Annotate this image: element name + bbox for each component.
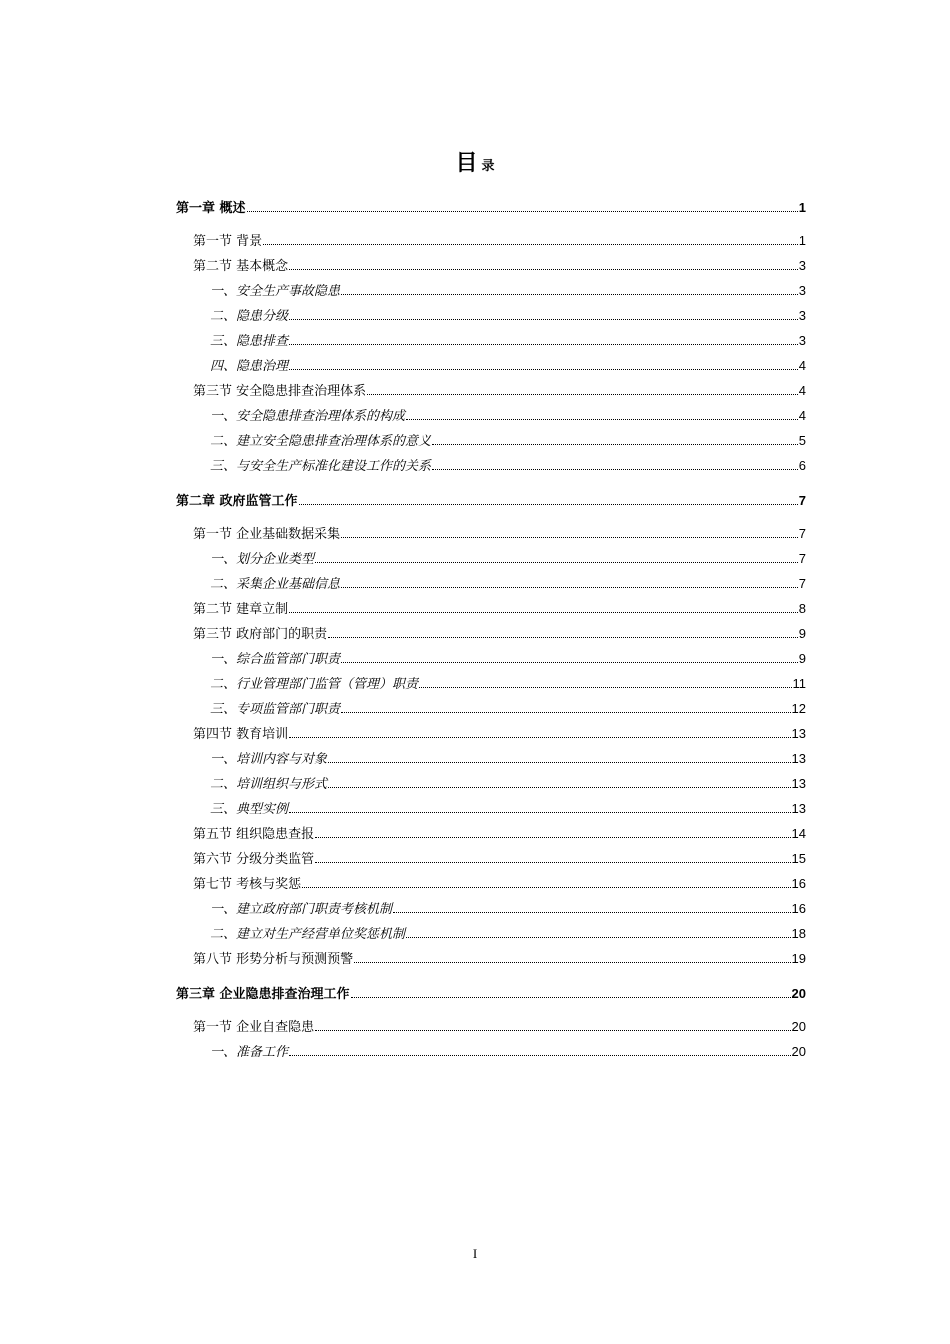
toc-entry-text: 第四节 教育培训: [193, 727, 289, 742]
toc-entry-page: 4: [798, 408, 806, 423]
toc-entry-page: 16: [791, 901, 806, 916]
toc-entry-text: 第一节 企业基础数据采集: [193, 527, 341, 542]
toc-entry-text: 一、准备工作: [210, 1045, 289, 1060]
toc-dot-leader: [341, 650, 798, 663]
toc-entry-text: 一、综合监管部门职责: [210, 652, 341, 667]
toc-entry[interactable]: [193, 725, 806, 743]
toc-entry[interactable]: [176, 492, 806, 510]
toc-entry-text: 第六节 分级分类监管: [193, 852, 315, 867]
toc-dot-leader: [289, 600, 798, 613]
toc-entry-page: 6: [798, 458, 806, 473]
toc-entry-page: 3: [798, 308, 806, 323]
toc-title-sub: 录: [481, 159, 495, 174]
toc-dot-leader: [299, 492, 798, 505]
toc-entry[interactable]: [193, 600, 806, 618]
toc-dot-leader: [419, 675, 791, 688]
toc-entry-text: 第七节 考核与奖惩: [193, 877, 302, 892]
toc-entry-text: 二、建立安全隐患排查治理体系的意义: [210, 434, 432, 449]
toc-dot-leader: [341, 525, 798, 538]
toc-entry-text: 三、专项监管部门职责: [210, 702, 341, 717]
toc-entry-page: 7: [798, 493, 806, 508]
toc-entry-text: 二、采集企业基础信息: [210, 577, 341, 592]
toc-entry[interactable]: [193, 525, 806, 543]
toc-dot-leader: [289, 332, 798, 345]
toc-dot-leader: [328, 775, 791, 788]
toc-entry-text: 第二章 政府监管工作: [176, 494, 298, 509]
toc-entry-text: 第八节 形势分析与预测预警: [193, 952, 354, 967]
toc-entry[interactable]: [210, 357, 806, 375]
toc-dot-leader: [341, 700, 791, 713]
toc-dot-leader: [263, 232, 798, 245]
footer-page-number: I: [472, 1246, 478, 1261]
toc-entry[interactable]: [210, 900, 806, 918]
toc-entry[interactable]: [193, 625, 806, 643]
toc-dot-leader: [341, 282, 798, 295]
toc-entry-page: 1: [798, 200, 806, 215]
toc-entry[interactable]: [210, 332, 806, 350]
toc-entry-page: 4: [798, 358, 806, 373]
toc-entry[interactable]: [210, 750, 806, 768]
toc-entry-text: 第三章 企业隐患排查治理工作: [176, 987, 350, 1002]
toc-entry-text: 第三节 政府部门的职责: [193, 627, 328, 642]
toc-entry-text: 第三节 安全隐患排查治理体系: [193, 384, 367, 399]
toc-entry-text: 四、隐患治理: [210, 359, 289, 374]
toc-dot-leader: [315, 825, 790, 838]
toc-dot-leader: [289, 725, 790, 738]
toc-entry-page: 13: [791, 726, 806, 741]
toc-entry-text: 三、与安全生产标准化建设工作的关系: [210, 459, 432, 474]
toc-entry-page: 15: [791, 851, 806, 866]
toc-entry[interactable]: [210, 800, 806, 818]
toc-entry[interactable]: [210, 925, 806, 943]
toc-entry[interactable]: [176, 985, 806, 1003]
toc-entry-text: 一、安全隐患排查治理体系的构成: [210, 409, 406, 424]
toc-entry[interactable]: [193, 875, 806, 893]
toc-entry-text: 一、建立政府部门职责考核机制: [210, 902, 393, 917]
toc-entry[interactable]: [193, 232, 806, 250]
toc-entry[interactable]: [193, 1018, 806, 1036]
toc-entry-page: 8: [798, 601, 806, 616]
toc-entry-page: 16: [791, 876, 806, 891]
toc-entry-page: 11: [792, 676, 806, 691]
toc-entry-text: 第五节 组织隐患查报: [193, 827, 315, 842]
toc-entry[interactable]: [210, 550, 806, 568]
toc-dot-leader: [406, 407, 798, 420]
toc-entry[interactable]: [210, 675, 806, 693]
toc-entry[interactable]: [210, 432, 806, 450]
toc-entry-page: 5: [798, 433, 806, 448]
toc-entry-page: 19: [791, 951, 806, 966]
toc-entry[interactable]: [210, 307, 806, 325]
toc-entry-text: 第二节 建章立制: [193, 602, 289, 617]
toc-dot-leader: [354, 950, 790, 963]
toc-dot-leader: [302, 875, 790, 888]
toc-dot-leader: [367, 382, 798, 395]
toc-dot-leader: [432, 432, 798, 445]
toc-entry[interactable]: [193, 825, 806, 843]
toc-entry-text: 一、培训内容与对象: [210, 752, 328, 767]
toc-entry-page: 3: [798, 283, 806, 298]
toc-entry[interactable]: [176, 199, 806, 217]
toc-entry-text: 第一章 概述: [176, 201, 246, 216]
toc-entry[interactable]: [210, 775, 806, 793]
toc-dot-leader: [341, 575, 798, 588]
toc-dot-leader: [315, 1018, 790, 1031]
toc-entry[interactable]: [193, 257, 806, 275]
toc-entry-text: 一、安全生产事故隐患: [210, 284, 341, 299]
toc-dot-leader: [432, 457, 798, 470]
toc-entry[interactable]: [210, 457, 806, 475]
toc-entry-page: 7: [798, 526, 806, 541]
toc-entry[interactable]: [210, 407, 806, 425]
toc-entry-page: 4: [798, 383, 806, 398]
toc-dot-leader: [289, 1043, 791, 1056]
toc-entry-text: 第一节 背景: [193, 234, 263, 249]
toc-dot-leader: [328, 625, 798, 638]
toc-entry-page: 20: [791, 986, 806, 1001]
toc-dot-leader: [289, 357, 798, 370]
toc-dot-leader: [289, 800, 791, 813]
toc-entry-page: 7: [798, 551, 806, 566]
toc-entry-page: 13: [791, 776, 806, 791]
toc-entry-page: 20: [791, 1044, 806, 1059]
toc-entry-text: 二、建立对生产经营单位奖惩机制: [210, 927, 406, 942]
toc-title: [0, 146, 950, 177]
toc-entry-page: 1: [798, 233, 806, 248]
toc-entry-text: 一、划分企业类型: [210, 552, 315, 567]
toc-dot-leader: [315, 850, 790, 863]
toc-entry[interactable]: [193, 850, 806, 868]
toc-entry-page: 18: [791, 926, 806, 941]
toc-dot-leader: [393, 900, 791, 913]
toc-entry-page: 9: [798, 651, 806, 666]
toc-dot-leader: [289, 307, 798, 320]
toc-entry[interactable]: [210, 1043, 806, 1061]
toc-entry-text: 二、培训组织与形式: [210, 777, 328, 792]
toc-entry-page: 13: [791, 751, 806, 766]
toc-entry[interactable]: [210, 575, 806, 593]
toc-entry-page: 3: [798, 258, 806, 273]
toc-entry-page: 20: [791, 1019, 806, 1034]
toc-entry-text: 三、隐患排查: [210, 334, 289, 349]
toc-entry[interactable]: [193, 950, 806, 968]
toc-dot-leader: [289, 257, 798, 270]
toc-entry-page: 3: [798, 333, 806, 348]
toc-entry-text: 第一节 企业自查隐患: [193, 1020, 315, 1035]
toc-entry[interactable]: [210, 650, 806, 668]
toc-entry[interactable]: [210, 282, 806, 300]
toc-title-main: 目: [455, 151, 478, 176]
toc-entry-page: 12: [791, 701, 806, 716]
toc-dot-leader: [247, 199, 798, 212]
toc-entry-text: 二、行业管理部门监管（管理）职责: [210, 677, 419, 692]
toc-dot-leader: [406, 925, 791, 938]
toc-entry-text: 三、典型实例: [210, 802, 289, 817]
toc-entry[interactable]: [210, 700, 806, 718]
toc-dot-leader: [315, 550, 798, 563]
toc-dot-leader: [328, 750, 791, 763]
toc-dot-leader: [351, 985, 791, 998]
toc-entry-page: 13: [791, 801, 806, 816]
toc-entry-page: 9: [798, 626, 806, 641]
toc-entry[interactable]: [193, 382, 806, 400]
toc-entry-text: 二、隐患分级: [210, 309, 289, 324]
toc-entry-page: 7: [798, 576, 806, 591]
toc-entry-text: 第二节 基本概念: [193, 259, 289, 274]
toc-entry-page: 14: [791, 826, 806, 841]
